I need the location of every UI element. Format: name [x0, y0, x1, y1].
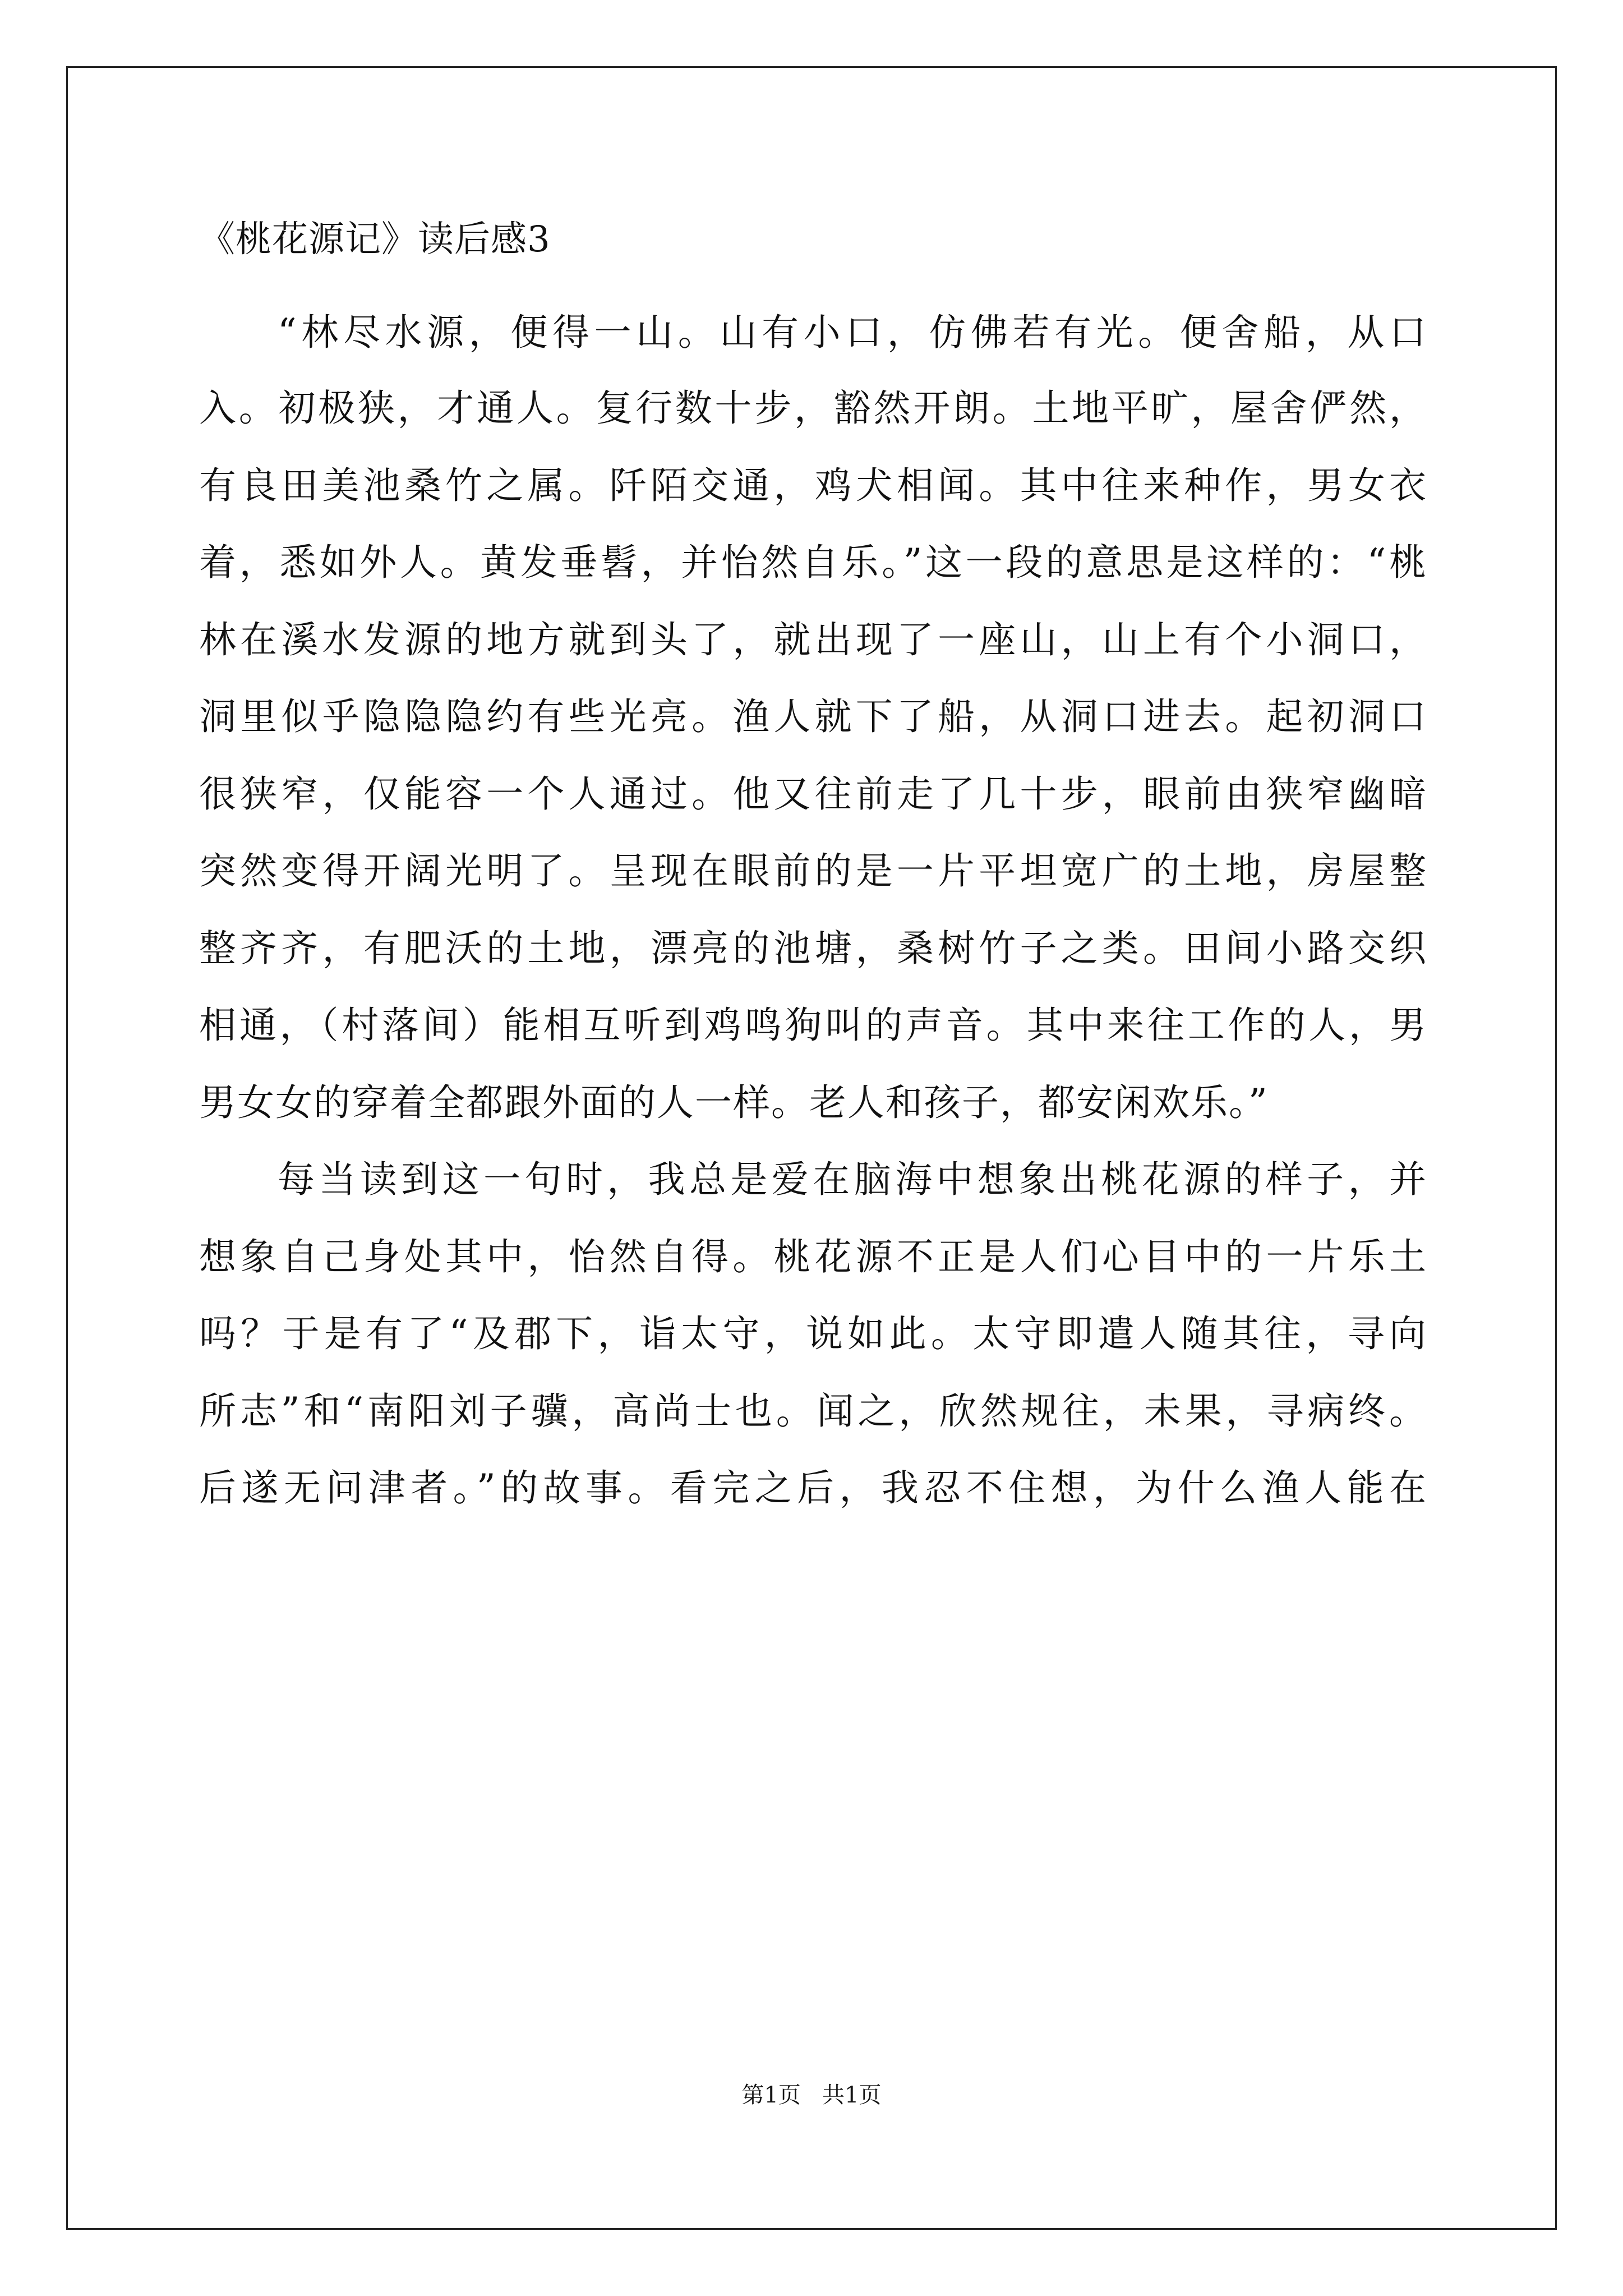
paragraph-2-line-1: 每当读到这一句时，我总是爱在脑海中想象出桃花源的样子，并	[278, 1158, 1427, 1201]
paragraph-2-line-5: 后遂无问津者。”的故事。看完之后，我忍不住想，为什么渔人能在	[199, 1466, 1427, 1510]
paragraph-2-line-4: 所志”和“南阳刘子骥，高尚士也。闻之，欣然规往，未果，寻病终。	[199, 1389, 1427, 1433]
paragraph-1-line-6: 洞里似乎隐隐隐约有些光亮。渔人就下了船，从洞口进去。起初洞口	[199, 695, 1427, 738]
paragraph-1-line-3: 有良田美池桑竹之属。阡陌交通，鸡犬相闻。其中往来种作，男女衣	[199, 464, 1427, 507]
paragraph-1-line-5: 林在溪水发源的地方就到头了，就出现了一座山，山上有个小洞口，	[199, 618, 1427, 661]
paragraph-1-line-8: 突然变得开阔光明了。呈现在眼前的是一片平坦宽广的土地，房屋整	[199, 849, 1427, 892]
document-title: 《桃花源记》读后感3	[199, 219, 551, 260]
page-footer: 第1页 共1页	[741, 2082, 882, 2108]
paragraph-2-line-2: 想象自己身处其中，怡然自得。桃花源不正是人们心目中的一片乐土	[199, 1235, 1427, 1278]
paragraph-1-line-7: 很狭窄，仅能容一个人通过。他又往前走了几十步，眼前由狭窄幽暗	[199, 772, 1427, 816]
paragraph-1-line-11: 男女女的穿着全都跟外面的人一样。老人和孩子，都安闲欢乐。”	[199, 1081, 1269, 1124]
paragraph-1-line-9: 整齐齐，有肥沃的土地，漂亮的池塘，桑树竹子之类。田间小路交织	[199, 927, 1427, 970]
paragraph-2-line-3: 吗？于是有了“及郡下，诣太守，说如此。太守即遣人随其往，寻向	[199, 1312, 1427, 1355]
paragraph-1-line-4: 着，悉如外人。黄发垂髫，并怡然自乐。”这一段的意思是这样的：“桃	[199, 541, 1427, 584]
paragraph-1-line-1: “林尽水源，便得一山。山有小口，仿佛若有光。便舍船，从口	[278, 311, 1427, 354]
paragraph-1-line-10: 相通，（村落间）能相互听到鸡鸣狗叫的声音。其中来往工作的人，男	[199, 1004, 1427, 1047]
paragraph-1-line-2: 入。初极狭，才通人。复行数十步，豁然开朗。土地平旷，屋舍俨然，	[199, 386, 1427, 430]
